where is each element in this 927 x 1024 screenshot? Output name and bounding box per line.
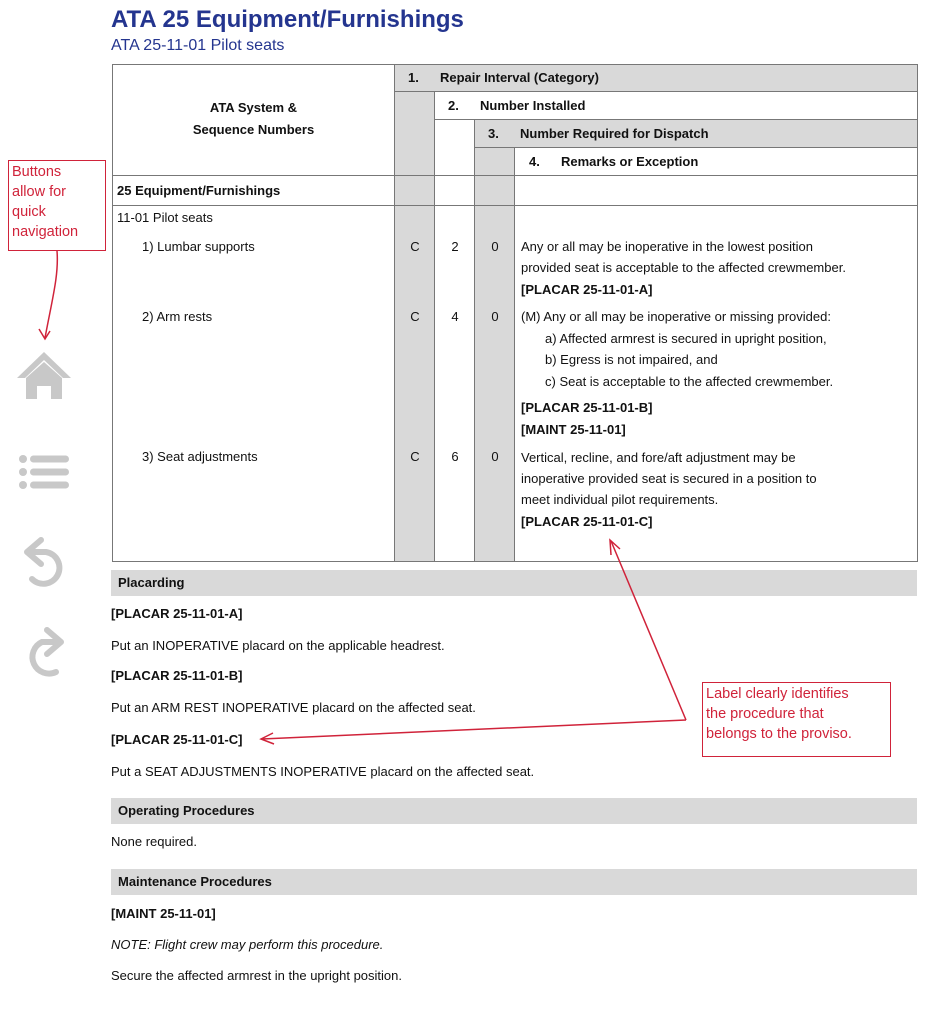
maint-note: NOTE: Flight crew may perform this procedure. [111, 937, 384, 952]
category-cell: C [410, 239, 420, 254]
placarding-heading: Placarding [111, 570, 917, 596]
operating-procedures-text: None required. [111, 834, 197, 849]
installed-cell: 2 [451, 239, 459, 254]
placard-text-c: Put a SEAT ADJUSTMENTS INOPERATIVE placard on the affected seat. [111, 764, 535, 779]
col3-number: 3. [488, 126, 499, 141]
col1-header: Repair Interval (Category) [440, 70, 599, 85]
table-group: 11-01 Pilot seats [117, 210, 213, 225]
maint-label: [MAINT 25-11-01] [111, 906, 216, 921]
ata-header-line2: Sequence Numbers [192, 122, 315, 137]
placard-text-a: Put an INOPERATIVE placard on the applicable headrest. [111, 638, 445, 653]
required-cell: 0 [491, 309, 499, 324]
page-title: ATA 25 Equipment/Furnishings [111, 6, 464, 33]
maint-text: Secure the affected armrest in the upright position. [111, 968, 402, 983]
maintenance-procedures-heading: Maintenance Procedures [111, 869, 917, 895]
placard-reference: [PLACAR 25-11-01-A] [521, 282, 653, 297]
undo-icon [16, 532, 72, 592]
placard-reference: [PLACAR 25-11-01-B] [521, 400, 653, 415]
ata-header-line1: ATA System & [209, 100, 298, 115]
remark-line: inoperative provided seat is secured in a position to [521, 471, 817, 486]
item-name: 2) Arm rests [142, 309, 213, 324]
col2-header: Number Installed [480, 98, 586, 113]
back-button[interactable] [16, 532, 72, 592]
col1-number: 1. [408, 70, 419, 85]
annotation-buttons: Buttons allow for quick navigation [8, 160, 106, 251]
contents-button[interactable] [14, 448, 74, 496]
required-cell: 0 [491, 239, 499, 254]
item-name: 3) Seat adjustments [142, 449, 258, 464]
remark-line: c) Seat is acceptable to the affected crewmember. [545, 374, 834, 389]
item-name: 1) Lumbar supports [142, 239, 255, 254]
list-icon [14, 448, 74, 496]
remark-line: Any or all may be inoperative in the lowest position [521, 239, 813, 254]
redo-icon [16, 620, 72, 680]
home-icon [14, 344, 74, 404]
operating-procedures-heading: Operating Procedures [111, 798, 917, 824]
placard-text-b: Put an ARM REST INOPERATIVE placard on the affected seat. [111, 700, 476, 715]
maint-reference: [MAINT 25-11-01] [521, 422, 626, 437]
col2-number: 2. [448, 98, 459, 113]
remark-line: a) Affected armrest is secured in upright position, [545, 331, 827, 346]
home-button[interactable] [14, 344, 74, 404]
installed-cell: 6 [451, 449, 459, 464]
required-cell: 0 [491, 449, 499, 464]
remark-line: meet individual pilot requirements. [521, 492, 719, 507]
installed-cell: 4 [451, 309, 459, 324]
annotation-label: Label clearly identifies the procedure that belongs to the proviso. [702, 682, 891, 757]
col4-number: 4. [529, 154, 540, 169]
category-cell: C [410, 309, 420, 324]
placard-label-b: [PLACAR 25-11-01-B] [111, 668, 243, 683]
col4-header: Remarks or Exception [561, 154, 699, 169]
forward-button[interactable] [16, 620, 72, 680]
placard-label-a: [PLACAR 25-11-01-A] [111, 606, 243, 621]
page-subtitle: ATA 25-11-01 Pilot seats [111, 37, 285, 54]
category-cell: C [410, 449, 420, 464]
remark-line: Vertical, recline, and fore/aft adjustment may be [521, 450, 796, 465]
remark-line: b) Egress is not impaired, and [545, 352, 718, 367]
table-section: 25 Equipment/Furnishings [117, 183, 281, 198]
remark-line: (M) Any or all may be inoperative or missing provided: [521, 309, 831, 324]
placard-reference: [PLACAR 25-11-01-C] [521, 514, 653, 529]
col3-header: Number Required for Dispatch [520, 126, 709, 141]
remark-line: provided seat is acceptable to the affected crewmember. [521, 260, 846, 275]
placard-label-c: [PLACAR 25-11-01-C] [111, 732, 243, 747]
